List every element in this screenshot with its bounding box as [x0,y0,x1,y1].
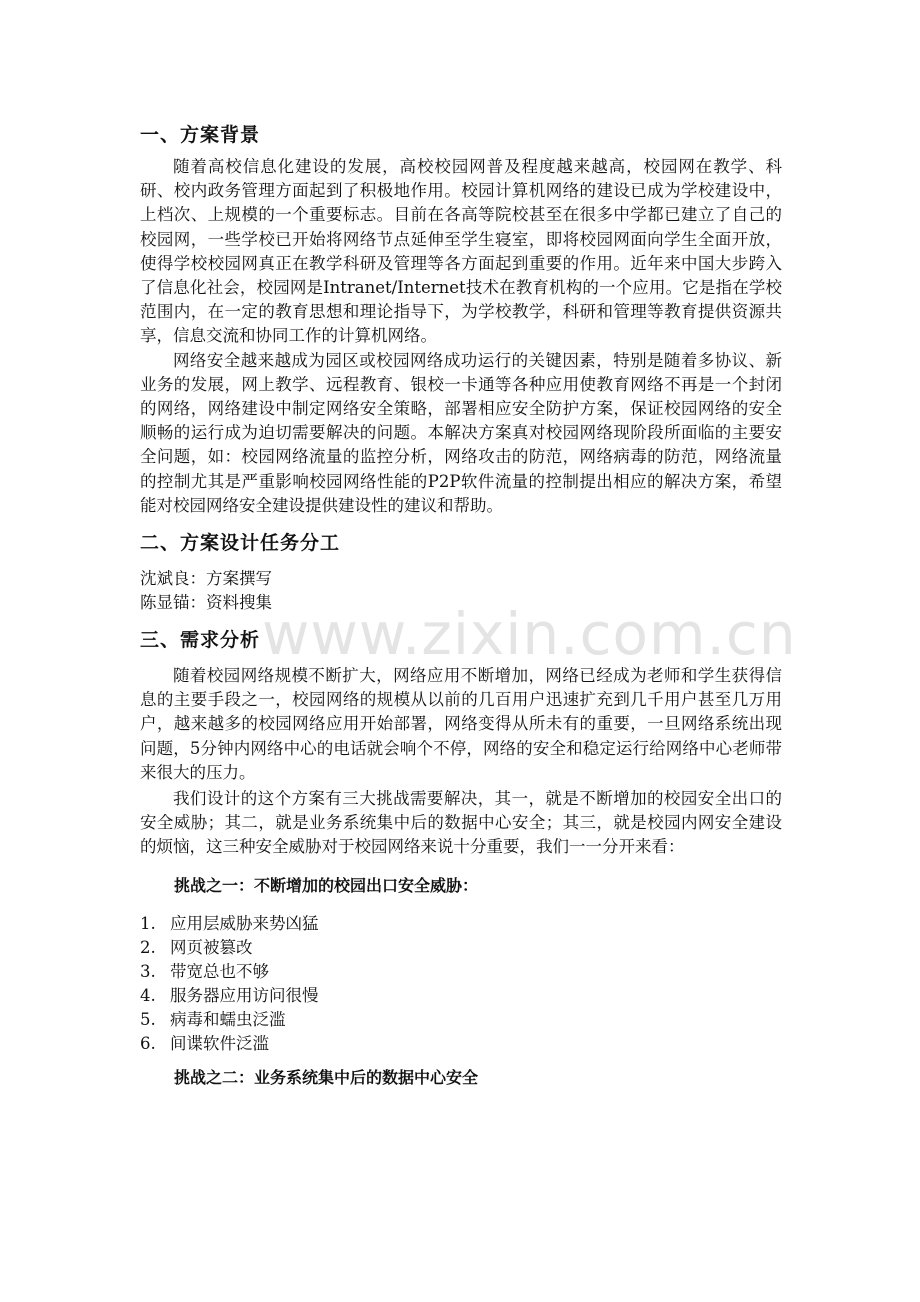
list-item [140,1008,782,1032]
list-item-number: 6. [140,1033,156,1053]
list-item [140,960,782,984]
list-item [140,936,782,960]
section-heading-requirements: 三、需求分析 [140,629,261,652]
list-item [140,1032,782,1056]
list-item-text: 服务器应用访问很慢 [170,985,319,1005]
list-item-number: 2. [140,937,156,957]
list-item [140,912,782,936]
challenge-heading-1: 挑战之一：不断增加的校园出口安全威胁： [174,875,479,895]
task-line-2: 陈显锚：资料搜集 [140,593,272,613]
list-item [140,984,782,1008]
background-paragraph-2: 网络安全越来越成为园区或校园网络成功运行的关键因素，特别是随着多协议、新业务的发展，网上教学、远程教育、银校一卡通等各种应用使教育网络不再是一个封闭的网络，网络建设中制定网络安全策略，部署相应安全防护方案，保证校园网络的安全顺畅的运行成为迫切需要解决的问题。本解决方案真对校园网络现阶段所面临的主要安全问题，如：校园网络流量的监控分析，网络攻击的防范，网络病毒的防范，网络流量的控制尤其是严重影响校园网络性能的P2P软件流量的控制提出相应的解决方案，希望能对校园网络安全建设提供建设性的建议和帮助。 [140,350,782,515]
list-item-text: 带宽总也不够 [170,961,269,981]
watermark: www.zixin.com.cn [262,600,797,668]
list-item-number: 1. [140,913,156,933]
challenge-heading-2: 挑战之二：业务系统集中后的数据中心安全 [174,1067,479,1087]
document-body [140,120,782,1090]
list-item-text: 间谍软件泛滥 [170,1033,269,1053]
section-heading-background: 一、方案背景 [140,124,261,146]
task-line-1: 沈斌良：方案撰写 [140,569,272,589]
section-heading-tasks: 二、方案设计任务分工 [140,532,341,555]
list-item-text: 网页被篡改 [170,937,253,957]
threat-list [140,912,782,1056]
requirements-paragraph-2: 我们设计的这个方案有三大挑战需要解决，其一，就是不断增加的校园安全出口的安全威胁；其二，就是业务系统集中后的数据中心安全；其三，就是校园内网安全建设的烦恼，这三种安全威胁对于校园网络来说十分重要，我们一一分开来看： [140,789,782,857]
list-item-text: 病毒和蠕虫泛滥 [170,1009,286,1029]
list-item-number: 5. [140,1009,156,1029]
list-item-number: 4. [140,985,156,1005]
background-paragraph-1: 随着高校信息化建设的发展，高校校园网普及程度越来越高，校园网在教学、科研、校内政务管理方面起到了积极地作用。校园计算机网络的建设已成为学校建设中，上档次、上规模的一个重要标志。目前在各高等院校甚至在很多中学都已建立了自己的校园网，一些学校已开始将网络节点延伸至学生寝室，即将校园网面向学生全面开放，使得学校校园网真正在教学科研及管理等各方面起到重要的作用。近年来中国大步跨入了信息化社会，校园网是Intranet/Internet技术在教育机构的一个应用。它是指在学校范围内，在一定的教育思想和理论指导下，为学校教学，科研和管理等教育提供资源共享，信息交流和协同工作的计算机网络。 [140,157,782,346]
list-item-text: 应用层威胁来势凶猛 [170,913,319,933]
requirements-paragraph-1: 随着校园网络规模不断扩大，网络应用不断增加，网络已经成为老师和学生获得信息的主要手段之一，校园网络的规模从以前的几百用户迅速扩充到几千用户甚至几万用户，越来越多的校园网络应用开始部署，网络变得从所未有的重要，一旦网络系统出现问题，5分钟内网络中心的电话就会响个不停，网络的安全和稳定运行给网络中心老师带来很大的压力。 [140,666,782,782]
list-item-number: 3. [140,961,156,981]
